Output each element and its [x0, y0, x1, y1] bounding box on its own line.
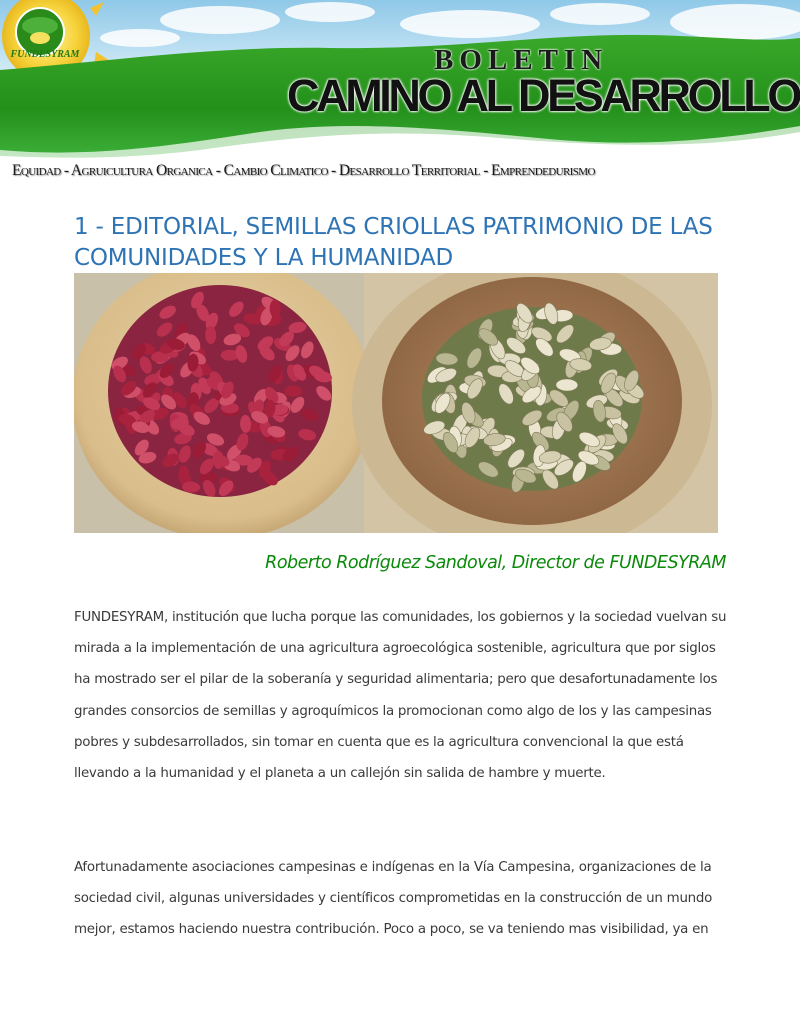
body-paragraph: FUNDESYRAM, institución que lucha porque las comunidades, los gobiernos y la sociedad vuelvan su mirada a la implementación de una agricultura agroecológica sostenible, agricultura que por siglos ha mostrado ser el pilar de la soberanía y seguridad alimentaria; pero que desafortunadamente los grandes consorcios de semillas y agroquímicos la promocionan como algo de los y las campesinas pobres y subdesarrollados, sin tomar en cuenta que es la agricultura convencional la que está llevando a la humanidad y el planeta a un callejón sin salida de hambre y muerte.: [74, 610, 727, 782]
pumpkin-seeds-image: [352, 273, 718, 533]
header-banner: [0, 0, 800, 160]
tagline: Equidad - Agruicultura Organica - Cambio Climatico - Desarrollo Territorial - Emprendedurismo: [12, 162, 595, 179]
article-title: 1 - EDITORIAL, SEMILLAS CRIOLLAS PATRIMONIO DE LAS COMUNIDADES Y LA HUMANIDAD: [74, 214, 713, 271]
red-beans-image: [74, 273, 372, 533]
byline: Roberto Rodríguez Sandoval, Director de FUNDESYRAM: [265, 553, 726, 573]
boletin-label: BOLETIN: [434, 44, 609, 76]
newsletter-title: CAMINO AL DESARROLLO: [287, 70, 799, 121]
body-paragraph: Afortunadamente asociaciones campesinas e indígenas en la Vía Campesina, organizaciones de la sociedad civil, algunas universidades y científicos comprometidas en la construcción de un mundo mejor, estamos haciendo nuestra contribución. Poco a poco, se va teniendo mas visibilidad, ya en: [74, 860, 713, 938]
logo-text: FUNDESYRAM: [10, 49, 80, 60]
article-photo: [74, 273, 718, 533]
